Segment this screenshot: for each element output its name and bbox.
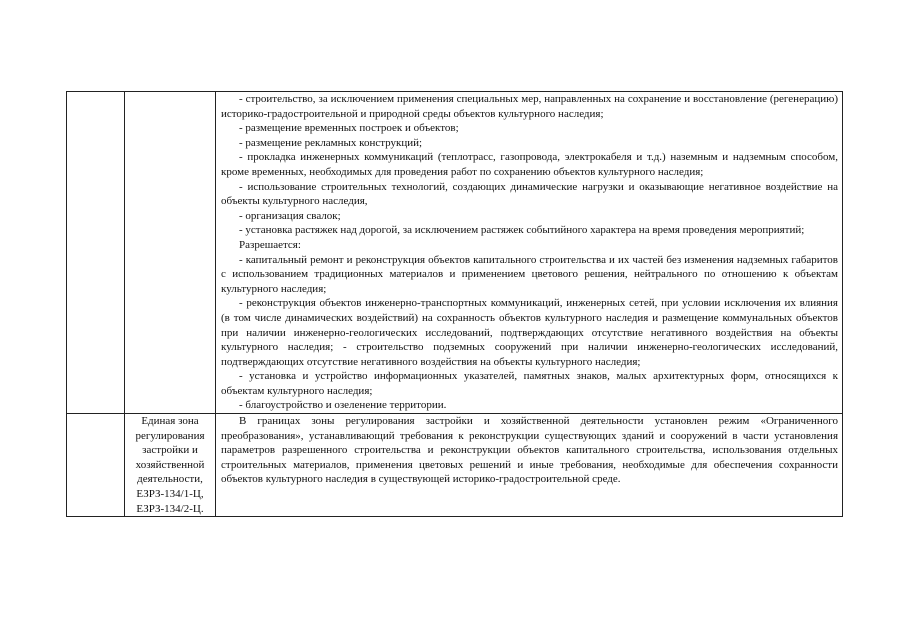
requirement-item: - размещение временных построек и объектов; bbox=[239, 122, 459, 135]
zone-name-line: Единая зона bbox=[141, 415, 199, 428]
table-row bbox=[67, 414, 843, 517]
number-cell bbox=[67, 92, 125, 414]
zone-name-cell bbox=[125, 414, 216, 517]
number-cell bbox=[67, 414, 125, 517]
requirement-item: - организация свалок; bbox=[239, 209, 341, 222]
requirements-cell bbox=[216, 92, 843, 414]
requirement-item: - благоустройство и озеленение территории. bbox=[239, 399, 447, 412]
regulation-table bbox=[66, 91, 843, 517]
requirement-item: - реконструкция объектов инженерно-транспортных коммуникаций, инженерных сетей, при условии исключения их влияния (в том числе динамических воздействий) на сохранность объектов культурного наследия и размещение коммунальных объектов при наличии инженерно-геологических исследований, подтверждающих отсутствие негативного воздействия на объекты культурного наследия; - строительство подземных сооружений при наличии инженерно-геологических исследований, подтверждающих отсутствие негативного воздействия на объекты культурного наследия; bbox=[221, 297, 838, 368]
requirements-cell bbox=[216, 414, 843, 517]
zone-name-line: хозяйственной bbox=[135, 458, 205, 471]
zone-name-line: застройки и bbox=[142, 444, 198, 457]
requirement-item: - размещение рекламных конструкций; bbox=[239, 136, 423, 149]
table-row bbox=[67, 92, 843, 414]
zone-name-line: деятельности, bbox=[137, 473, 203, 486]
requirement-item: - установка и устройство информационных указателей, памятных знаков, малых архитектурных форм, относящихся к объектам культурного наследия; bbox=[221, 370, 838, 397]
zone-regime-text: В границах зоны регулирования застройки и хозяйственной деятельности установлен режим «Ограниченного преобразования», устанавливающий требования к реконструкции существующих зданий и сооружений в части установления параметров разрешенного строительства и реконструкции объектов капитального строительства, использования отдельных строительных материалов, применения цветовых решений и иные требования, необходимые для обеспечения сохранности объектов культурного наследия в существующей историко-градостроительной среде. bbox=[221, 415, 838, 486]
requirement-item: - прокладка инженерных коммуникаций (теплотрасс, газопровода, электрокабеля и т.д.) наземным и надземным способом, кроме временных, необходимых для проведения работ по сохранению объектов культурного наследия; bbox=[221, 151, 838, 178]
requirement-item: - строительство, за исключением применения специальных мер, направленных на сохранение и восстановление (регенерацию) историко-градостроительной и природной среды объектов культурного наследия; bbox=[221, 93, 838, 120]
requirement-item: - капитальный ремонт и реконструкция объектов капитального строительства и их частей без изменения надземных габаритов с использованием традиционных материалов и применением цветового решения, нейтрального по отношению к объектам культурного наследия; bbox=[221, 253, 838, 295]
zone-name-line: регулирования bbox=[135, 429, 205, 442]
zone-name-line: ЕЗРЗ-134/2-Ц. bbox=[136, 502, 204, 515]
zone-name-cell bbox=[125, 92, 216, 414]
zone-name-line: ЕЗРЗ-134/1-Ц, bbox=[136, 488, 204, 501]
requirement-item: - использование строительных технологий, создающих динамические нагрузки и оказывающие негативное воздействие на объекты культурного наследия, bbox=[221, 180, 838, 208]
requirement-item: - установка растяжек над дорогой, за исключением растяжек событийного характера на время проведения мероприятий; bbox=[239, 224, 805, 237]
allowed-heading: Разрешается: bbox=[239, 238, 301, 251]
